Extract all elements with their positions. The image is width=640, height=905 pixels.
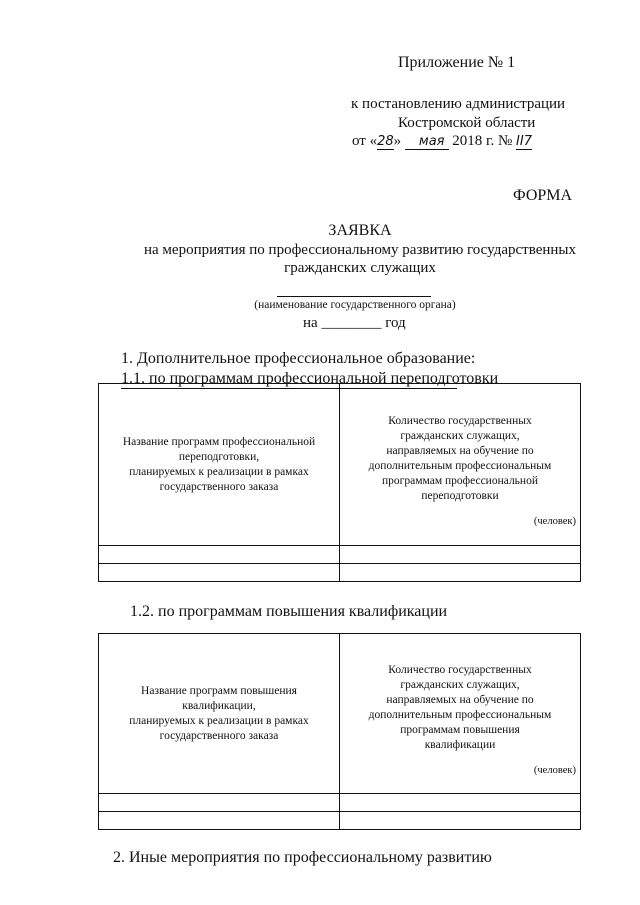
employee-count-header <box>340 634 581 794</box>
table-cell[interactable] <box>340 564 581 582</box>
year-suffix: год <box>385 315 406 331</box>
resolution-line-1: к постановлению администрации <box>351 96 566 112</box>
header-text: планируемых к реализации в рамках <box>129 714 309 727</box>
date-quote-close: » <box>393 133 402 149</box>
table-row <box>99 546 581 564</box>
resolution-line-2: Костромской области <box>398 115 536 131</box>
header-text: планируемых к реализации в рамках <box>129 465 309 478</box>
header-text: Количество государственных <box>388 664 532 676</box>
date-day: 28 <box>377 134 394 149</box>
header-text: квалификации <box>424 739 496 751</box>
header-text: переподготовки <box>421 490 499 502</box>
header-text: дополнительным профессиональным <box>368 709 552 721</box>
header-text: дополнительным профессиональным <box>368 460 552 472</box>
header-text: программам профессиональной <box>382 475 538 487</box>
table-row <box>99 812 581 830</box>
year-prefix: на <box>303 315 318 331</box>
section-2-heading: 2. Иные мероприятия по профессиональному развитию <box>113 849 492 866</box>
table-cell[interactable] <box>99 812 340 830</box>
section-1-2-heading: 1.2. по программам повышения квалификации <box>130 603 448 620</box>
title-line-2: на мероприятия по профессиональному развитию государственных <box>144 242 576 258</box>
header-text: Название программ повышения <box>141 684 297 697</box>
header-text: Количество государственных <box>388 415 532 427</box>
qualification-table <box>98 633 581 830</box>
table-cell[interactable] <box>340 546 581 564</box>
resolution-date-line <box>352 133 532 150</box>
unit-label: (человек) <box>533 516 576 527</box>
date-year: 2018 г. № <box>452 133 513 149</box>
retraining-table <box>98 383 581 582</box>
title-line-3: гражданских служащих <box>284 260 436 276</box>
agency-name-line <box>277 296 431 297</box>
table-row <box>99 564 581 582</box>
header-text: направляемых на обучение по <box>386 445 534 457</box>
header-text: государственного заказа <box>159 729 279 742</box>
title-line-1: ЗАЯВКА <box>328 222 392 239</box>
section-1-1-heading: 1.1. по программам профессиональной переподготовки <box>121 370 499 387</box>
header-text: Название программ профессиональной <box>122 435 316 448</box>
table-row <box>99 794 581 812</box>
header-text: квалификации, <box>182 699 256 712</box>
header-text: государственного заказа <box>159 480 279 493</box>
header-text: программам повышения <box>400 724 520 736</box>
year-blank: ________ <box>321 315 382 331</box>
date-month: мая <box>405 135 449 150</box>
program-name-header <box>99 384 340 546</box>
section-1-heading: 1. Дополнительное профессиональное образование: <box>121 350 476 367</box>
table-header-row <box>99 384 581 546</box>
appendix-label: Приложение № 1 <box>398 54 516 71</box>
header-text: переподготовки, <box>178 450 260 463</box>
table-cell[interactable] <box>340 794 581 812</box>
year-line <box>303 315 406 332</box>
header-text: гражданских служащих, <box>400 430 520 442</box>
doc-number: II7 <box>516 134 532 149</box>
table-cell[interactable] <box>99 794 340 812</box>
header-text: направляемых на обучение по <box>386 694 534 706</box>
form-label: ФОРМА <box>513 187 573 204</box>
table-header-row <box>99 634 581 794</box>
employee-count-header <box>340 384 581 546</box>
unit-label: (человек) <box>533 765 576 776</box>
table-cell[interactable] <box>99 546 340 564</box>
table-cell[interactable] <box>99 564 340 582</box>
program-name-header <box>99 634 340 794</box>
date-prefix: от « <box>352 133 378 149</box>
table-cell[interactable] <box>340 812 581 830</box>
header-text: гражданских служащих, <box>400 679 520 691</box>
agency-caption: (наименование государственного органа) <box>254 299 456 311</box>
